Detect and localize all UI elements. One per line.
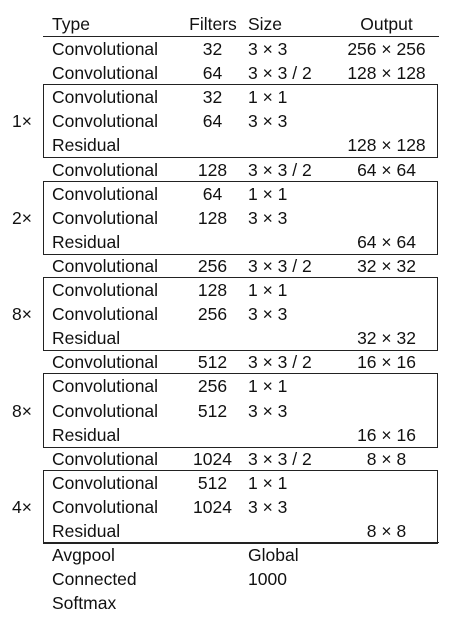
layer-type-cell: Residual — [52, 328, 121, 349]
table-row — [44, 158, 439, 182]
output-cell: 256 × 256 — [347, 39, 426, 59]
output-cell: 8 × 8 — [366, 521, 407, 541]
size-cell: 1 × 1 — [248, 280, 288, 300]
table-row — [44, 350, 439, 374]
layer-type-cell: Convolutional — [52, 376, 159, 397]
table-row — [44, 447, 439, 471]
filters-cell: 32 — [202, 39, 223, 59]
filters-cell: 128 — [197, 159, 228, 180]
output-cell: 16 × 16 — [357, 424, 416, 445]
output-cell: 32 × 32 — [357, 255, 416, 276]
filters-cell: 64 — [202, 63, 223, 84]
size-cell: 1 × 1 — [248, 472, 288, 493]
filters-cell: 128 — [197, 207, 228, 228]
output-cell: 64 × 64 — [357, 159, 416, 180]
filters-cell: 1024 — [193, 496, 232, 517]
output-cell: 64 × 64 — [357, 231, 416, 252]
output-cell: 8 × 8 — [366, 448, 407, 469]
header-type: Type — [52, 14, 90, 34]
filters-cell: 64 — [202, 111, 223, 132]
bottom-rule — [43, 542, 439, 543]
layer-type-cell: Softmax — [52, 593, 117, 614]
output-cell: 16 × 16 — [357, 352, 416, 373]
header-size: Size — [248, 14, 283, 34]
table-row — [44, 543, 439, 567]
size-cell: 3 × 3 / 2 — [248, 352, 312, 373]
filters-cell: 256 — [197, 376, 228, 397]
table-row — [44, 567, 439, 591]
header-output: Output — [360, 14, 413, 34]
layer-type-cell: Convolutional — [52, 280, 159, 300]
residual-block-box — [43, 373, 438, 447]
layer-type-cell: Residual — [52, 135, 121, 156]
layer-type-cell: Residual — [52, 424, 121, 445]
filters-cell: 256 — [197, 255, 228, 276]
layer-type-cell: Residual — [52, 521, 121, 541]
layer-type-cell: Convolutional — [52, 39, 159, 59]
table-row — [44, 591, 439, 615]
filters-cell: 512 — [197, 472, 228, 493]
size-cell: 3 × 3 / 2 — [248, 159, 312, 180]
layer-type-cell: Avgpool — [52, 545, 115, 566]
filters-cell: 1024 — [193, 448, 232, 469]
size-cell: 3 × 3 — [248, 39, 288, 59]
layer-type-cell: Convolutional — [52, 183, 159, 204]
layer-type-cell: Convolutional — [52, 207, 159, 228]
size-cell: 3 × 3 — [248, 207, 288, 228]
layer-type-cell: Convolutional — [52, 111, 159, 132]
layer-type-cell: Convolutional — [52, 87, 159, 108]
output-cell: 128 × 128 — [347, 63, 426, 84]
filters-cell: 256 — [197, 304, 228, 325]
layer-type-cell: Convolutional — [52, 304, 159, 325]
size-cell: 3 × 3 — [248, 304, 288, 325]
filters-cell: 512 — [197, 400, 228, 421]
size-cell: Global — [248, 545, 299, 566]
filters-cell: 128 — [197, 280, 228, 300]
header-filters: Filters — [189, 14, 237, 34]
layer-type-cell: Convolutional — [52, 159, 159, 180]
residual-block-box — [43, 277, 438, 351]
size-cell: 1 × 1 — [248, 87, 288, 108]
table-row — [44, 37, 439, 61]
table-header — [44, 12, 439, 36]
filters-cell: 32 — [202, 87, 223, 108]
output-cell: 32 × 32 — [357, 328, 416, 349]
residual-block-box — [43, 181, 438, 255]
table-row — [44, 61, 439, 85]
repeat-multiplier: 2× — [12, 207, 32, 228]
size-cell: 1 × 1 — [248, 376, 288, 397]
layer-type-cell: Convolutional — [52, 255, 159, 276]
repeat-multiplier: 4× — [12, 496, 32, 517]
size-cell: 3 × 3 — [248, 111, 288, 132]
size-cell: 3 × 3 — [248, 400, 288, 421]
repeat-multiplier: 1× — [12, 111, 32, 132]
layer-type-cell: Convolutional — [52, 496, 159, 517]
repeat-multiplier: 8× — [12, 304, 32, 325]
output-cell: 128 × 128 — [347, 135, 426, 156]
layer-type-cell: Convolutional — [52, 448, 159, 469]
size-cell: 3 × 3 — [248, 496, 288, 517]
repeat-multiplier: 8× — [12, 400, 32, 421]
filters-cell: 64 — [202, 183, 223, 204]
layer-type-cell: Convolutional — [52, 400, 159, 421]
size-cell: 3 × 3 / 2 — [248, 63, 312, 84]
filters-cell: 512 — [197, 352, 228, 373]
residual-block-box — [43, 470, 438, 544]
size-cell: 1000 — [248, 569, 287, 590]
residual-block-box — [43, 84, 438, 158]
layer-type-cell: Connected — [52, 569, 137, 590]
layer-type-cell: Convolutional — [52, 472, 159, 493]
size-cell: 1 × 1 — [248, 183, 288, 204]
table-row — [44, 254, 439, 278]
layer-type-cell: Residual — [52, 231, 121, 252]
layer-type-cell: Convolutional — [52, 352, 159, 373]
size-cell: 3 × 3 / 2 — [248, 255, 312, 276]
layer-type-cell: Convolutional — [52, 63, 159, 84]
size-cell: 3 × 3 / 2 — [248, 448, 312, 469]
